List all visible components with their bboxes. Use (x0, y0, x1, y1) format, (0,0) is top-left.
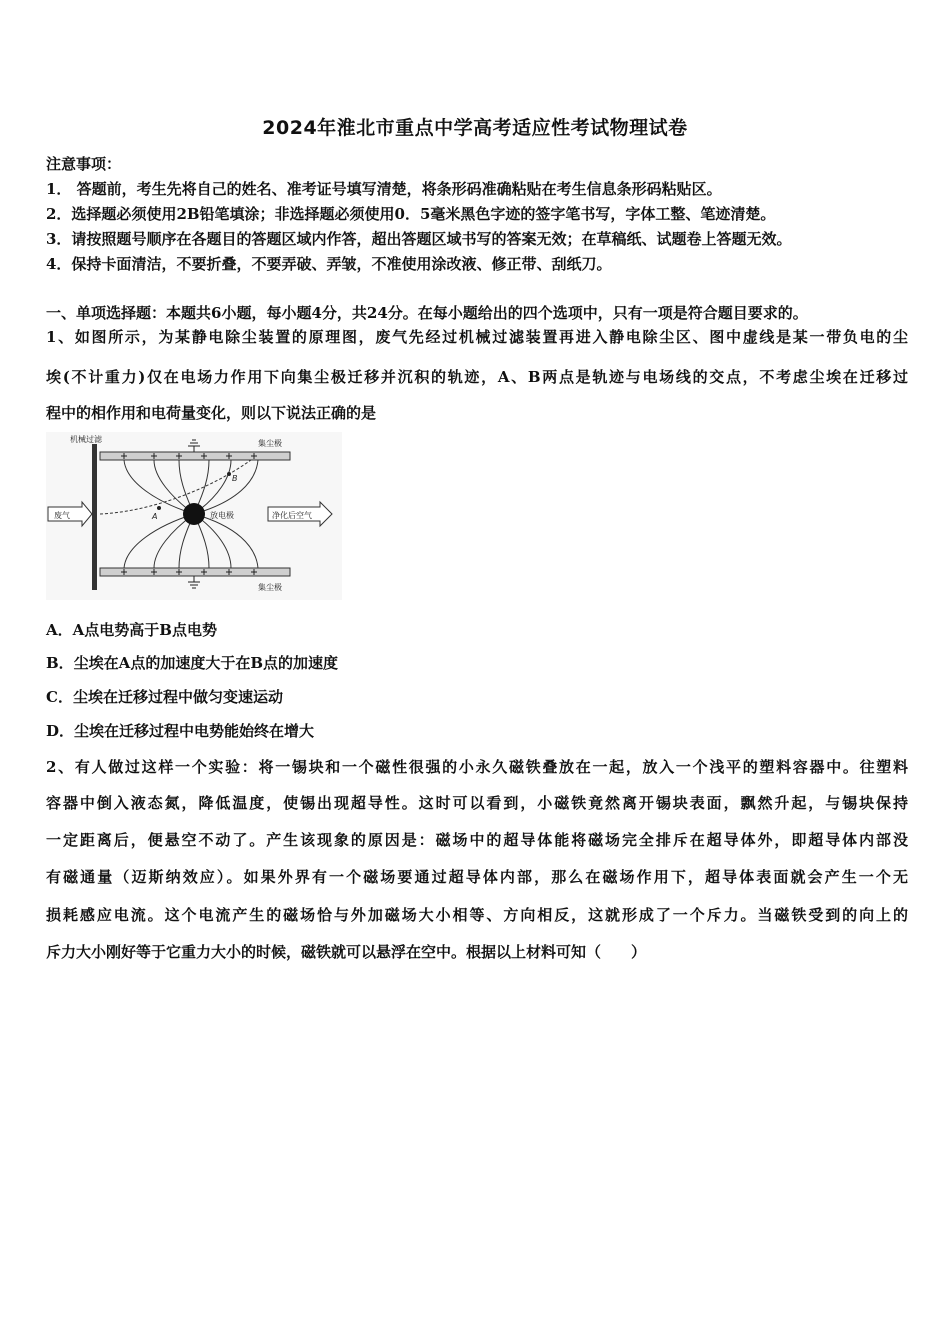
question-2-line: 斥力大小刚好等于它重力大小的时候，磁铁就可以悬浮在空中。根据以上材料可知（ ） (46, 943, 647, 961)
point-a (157, 506, 161, 510)
option-b: B．尘埃在A点的加速度大于在B点的加速度 (46, 654, 338, 672)
collector-plate-top (100, 452, 290, 460)
collector-label-bottom: 集尘极 (258, 583, 282, 592)
filter-label: 机械过滤 (70, 435, 102, 444)
question-2-line: 损耗感应电流。这个电流产生的磁场恰与外加磁场大小相等、方向相反，这就形成了一个斥力。当磁铁受到的向上的 (46, 906, 908, 924)
option-d: D．尘埃在迁移过程中电势能始终在增大 (46, 722, 315, 740)
option-a: A．A点电势高于B点电势 (46, 621, 217, 639)
collector-label-top: 集尘极 (258, 439, 282, 448)
question-1-line: 程中的相作用和电荷量变化，则以下说法正确的是 (46, 404, 377, 422)
electrode-label: 放电极 (210, 511, 234, 520)
question-2-line: 有磁通量（迈斯纳效应）。如果外界有一个磁场要通过超导体内部，那么在磁场作用下，超导体表面就会产生一个无 (46, 868, 908, 886)
discharge-electrode (183, 503, 205, 525)
notice-item: 2．选择题必须使用2B铅笔填涂；非选择题必须使用0．5毫米黑色字迹的签字笔书写，字体工整、笔迹清楚。 (46, 205, 776, 223)
electrostatic-precipitator-diagram (46, 432, 342, 600)
question-1-line: 1、如图所示，为某静电除尘装置的原理图，废气先经过机械过滤装置再进入静电除尘区、图中虚线是某一带负电的尘 (46, 328, 908, 346)
section-heading: 一、单项选择题：本题共6小题，每小题4分，共24分。在每小题给出的四个选项中，只有一项是符合题目要求的。 (46, 304, 808, 322)
notice-item: 4．保持卡面清洁，不要折叠，不要弄破、弄皱，不准使用涂改液、修正带、刮纸刀。 (46, 255, 612, 273)
outlet-label: 净化后空气 (272, 511, 312, 520)
question-2-line: 容器中倒入液态氮，降低温度，使锡出现超导性。这时可以看到，小磁铁竟然离开锡块表面，飘然升起，与锡块保持 (46, 794, 908, 812)
point-a-label: A (152, 512, 158, 521)
page-title: 2024年淮北市重点中学高考适应性考试物理试卷 (262, 117, 688, 139)
question-1-line: 埃(不计重力)仅在电场力作用下向集尘极迁移并沉积的轨迹，A、B两点是轨迹与电场线的交点，不考虑尘埃在迁移过 (46, 368, 908, 386)
notice-item: 1． 答题前，考生先将自己的姓名、准考证号填写清楚，将条形码准确粘贴在考生信息条形码粘贴区。 (46, 180, 722, 198)
notice-heading: 注意事项： (46, 155, 122, 173)
question-2-line: 一定距离后，便悬空不动了。产生该现象的原因是：磁场中的超导体能将磁场完全排斥在超导体外，即超导体内部没 (46, 831, 908, 849)
option-c: C．尘埃在迁移过程中做匀变速运动 (46, 688, 283, 706)
question-2-line: 2、有人做过这样一个实验：将一锡块和一个磁性很强的小永久磁铁叠放在一起，放入一个浅平的塑料容器中。往塑料 (46, 758, 908, 776)
collector-plate-bottom (100, 568, 290, 576)
point-b-label: B (232, 474, 238, 483)
notice-item: 3．请按照题号顺序在各题目的答题区域内作答，超出答题区域书写的答案无效；在草稿纸、试题卷上答题无效。 (46, 230, 792, 248)
filter-wall (92, 444, 97, 590)
inlet-label: 废气 (54, 511, 70, 520)
point-b (227, 472, 231, 476)
